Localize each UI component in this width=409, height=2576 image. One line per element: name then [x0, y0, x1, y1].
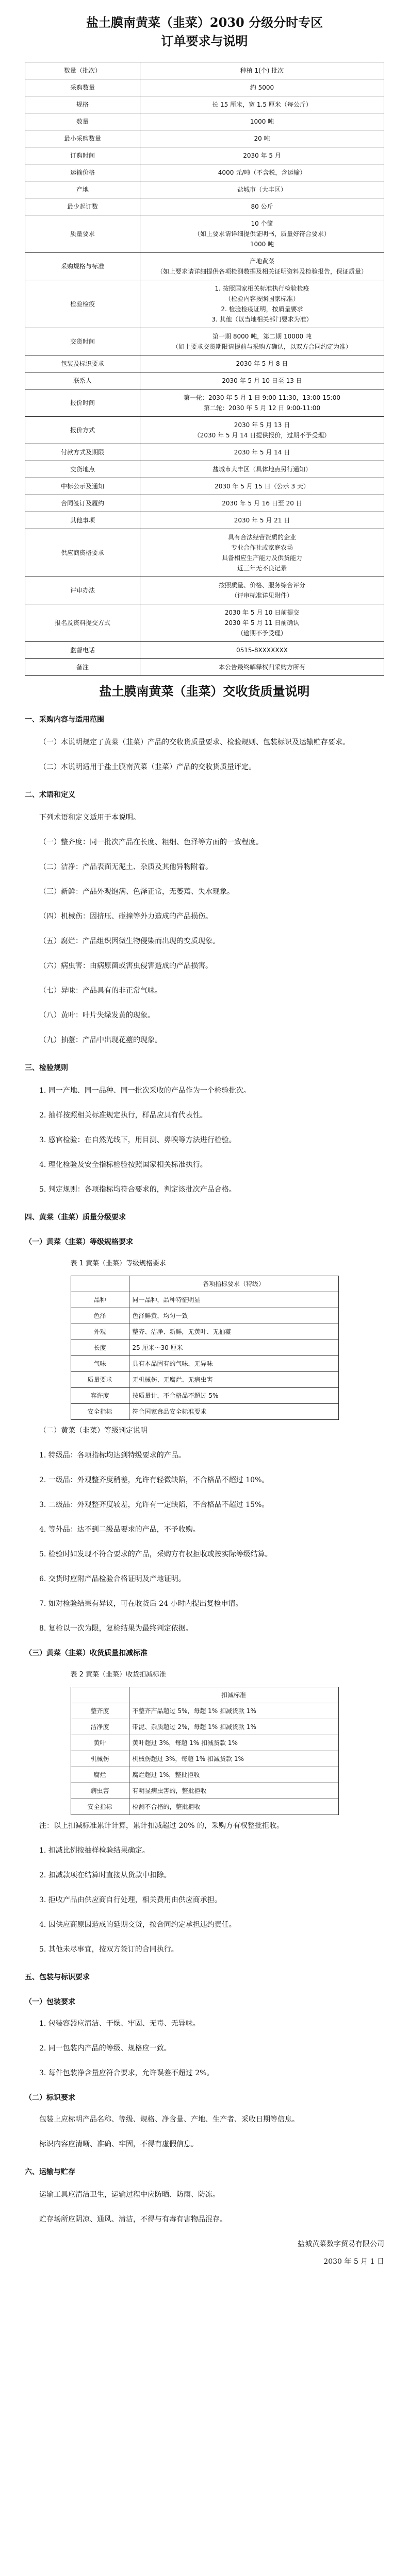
spec-value: 0515-8XXXXXXX [140, 642, 384, 659]
table-2-caption: 表 2 黄菜（韭菜）收货扣减标准 [70, 1671, 167, 1679]
spec-label: 交货地点 [25, 461, 140, 478]
spec-value: 2030 年 5 月 10 日前提交 2030 年 5 月 11 日前确认 （逾期不予受理） [140, 604, 384, 642]
deduction-row [71, 1719, 338, 1735]
spec-label: 数量（批次） [25, 62, 140, 79]
grade-spec-value: 同一品种，品种特征明显 [129, 1292, 338, 1308]
paragraph: （二）黄菜（韭菜）等级判定说明 [39, 1427, 148, 1435]
spec-value: 2030 年 5 月 [140, 147, 384, 164]
spec-value: 种植 1(个) 批次 [140, 62, 384, 79]
table-header-cell: 扣减标准 [129, 1687, 338, 1703]
quality-section-title: 盐土膜南黄菜（韭菜）交收货质量说明 [99, 684, 310, 699]
spec-label: 报价方式 [25, 417, 140, 444]
grade-spec-row [71, 1388, 338, 1404]
paragraph: 4. 因供应商原因造成的延期交货，按合同约定承担违约责任。 [39, 1921, 236, 1929]
subheading-labeling: （二）标识要求 [25, 2094, 75, 2102]
spec-label: 订购时间 [25, 147, 140, 164]
grade-spec-label: 容许度 [71, 1388, 129, 1404]
spec-row [25, 96, 384, 113]
paragraph: 标识内容应清晰、准确、牢固，不得有虚假信息。 [39, 2140, 198, 2148]
table-header-row [71, 1687, 338, 1703]
spec-value: 2030 年 5 月 16 日至 20 日 [140, 495, 384, 512]
spec-value: 2030 年 5 月 15 日（公示 3 天） [140, 478, 384, 495]
spec-value: 1. 按照国家相关标准执行检验检疫 （检验内容按照国家标准） 2. 检验检疫证明，按质量要求 3. 其他（以当地相关部门要求为准） [140, 280, 384, 328]
paragraph: 1. 特级品：各项指标均达到特级要求的产品。 [39, 1451, 186, 1460]
spec-value: 1000 吨 [140, 113, 384, 130]
deduction-value: 带泥、杂质超过 2%，每超 1% 扣减货款 1% [129, 1719, 338, 1735]
spec-value: 2030 年 5 月 13 日 （2030 年 5 月 14 日提供报价，过期不予受理） [140, 417, 384, 444]
spec-row [25, 444, 384, 461]
paragraph: 7. 如对检验结果有异议，可在收货后 24 小时内提出复检申请。 [39, 1600, 243, 1608]
paragraph: 5. 检验时如发现不符合要求的产品，采购方有权拒收或按实际等级结算。 [39, 1550, 272, 1558]
spec-row [25, 181, 384, 198]
deduction-label: 黄叶 [71, 1735, 129, 1751]
grade-spec-label: 安全指标 [71, 1404, 129, 1420]
deduction-row [71, 1703, 338, 1719]
spec-label: 报名及资料提交方式 [25, 604, 140, 642]
subheading-deduction: （三）黄菜（韭菜）收货质量扣减标准 [25, 1649, 148, 1657]
spec-label: 评审办法 [25, 577, 140, 604]
grade-spec-label: 长度 [71, 1340, 129, 1356]
spec-label: 包装及标识要求 [25, 355, 140, 372]
heading-packaging: 五、包装与标识要求 [25, 1973, 90, 1981]
spec-row [25, 198, 384, 215]
heading-grading: 四、黄菜（韭菜）质量分级要求 [25, 1213, 126, 1222]
spec-label: 采购数量 [25, 79, 140, 96]
paragraph: （三）新鲜：产品外观饱满、色泽正常，无萎蔫、失水现象。 [39, 888, 234, 896]
deduction-value: 机械伤超过 3%，每超 1% 扣减货款 1% [129, 1751, 338, 1767]
paragraph: （四）机械伤：因挤压、碰撞等外力造成的产品损伤。 [39, 912, 212, 921]
spec-row [25, 372, 384, 389]
spec-row [25, 577, 384, 604]
spec-label: 采购规格与标准 [25, 253, 140, 280]
spec-value: 2030 年 5 月 14 日 [140, 444, 384, 461]
grade-spec-row [71, 1340, 338, 1356]
spec-label: 运输价格 [25, 164, 140, 181]
paragraph: 包装上应标明产品名称、等级、规格、净含量、产地、生产者、采收日期等信息。 [39, 2115, 299, 2124]
grade-spec-label: 外观 [71, 1324, 129, 1340]
spec-value: 20 吨 [140, 130, 384, 147]
spec-value: 80 公斤 [140, 198, 384, 215]
grade-spec-label: 气味 [71, 1356, 129, 1372]
spec-label: 报价时间 [25, 389, 140, 417]
spec-label: 规格 [25, 96, 140, 113]
deduction-value: 检测不合格的，整批拒收 [129, 1799, 338, 1815]
grade-spec-value: 无机械伤、无腐烂、无病虫害 [129, 1372, 338, 1388]
spec-row [25, 280, 384, 328]
grade-spec-row [71, 1292, 338, 1308]
deduction-value: 黄叶超过 3%，每超 1% 扣减货款 1% [129, 1735, 338, 1751]
grade-table-2 [71, 1666, 339, 1815]
spec-value: 第一轮：2030 年 5 月 1 日 9:00-11:30，13:00-15:00 第二轮：2030 年 5 月 12 日 9:00-11:00 [140, 389, 384, 417]
grade-spec-label: 品种 [71, 1292, 129, 1308]
table-header-blank [71, 1276, 129, 1292]
spec-row [25, 389, 384, 417]
paragraph: 3. 感官检验：在自然光线下，用目测、鼻嗅等方法进行检验。 [39, 1136, 236, 1144]
deduction-label: 机械伤 [71, 1751, 129, 1767]
paragraph: （一）本说明规定了黄菜（韭菜）产品的交收货质量要求、检验规则、包装标识及运输贮存要求。 [39, 738, 350, 747]
paragraph: 贮存场所应阴凉、通风、清洁，不得与有毒有害物品混存。 [39, 2215, 227, 2224]
paragraph: 1. 包装容器应清洁、干燥、牢固、无毒、无异味。 [39, 2020, 200, 2028]
issue-date: 2030 年 5 月 1 日 [323, 2258, 384, 2266]
spec-row [25, 328, 384, 355]
spec-row [25, 417, 384, 444]
spec-row [25, 478, 384, 495]
spec-value: 2030 年 5 月 8 日 [140, 355, 384, 372]
spec-row [25, 495, 384, 512]
paragraph: 3. 每件包装净含量应符合要求，允许误差不超过 2%。 [39, 2069, 214, 2077]
paragraph: 注：以上扣减标准累计计算，累计扣减超过 20% 的，采购方有权整批拒收。 [39, 1822, 284, 1830]
grade-spec-value: 按质量计，不合格品不超过 5% [129, 1388, 338, 1404]
spec-label: 质量要求 [25, 215, 140, 253]
spec-row [25, 355, 384, 372]
grade-spec-label: 色泽 [71, 1308, 129, 1324]
spec-value: 长 15 厘米，宽 1.5 厘米（每公斤） [140, 96, 384, 113]
spec-row [25, 659, 384, 676]
deduction-label: 安全指标 [71, 1799, 129, 1815]
paragraph: 2. 抽样按照相关标准规定执行，样品应具有代表性。 [39, 1111, 207, 1120]
spec-value: 按照质量、价格、服务综合评分 （评审标准详见附件） [140, 577, 384, 604]
heading-transport: 六、运输与贮存 [25, 2168, 75, 2176]
issuer-signature: 盐城黄菜数字贸易有限公司 [298, 2240, 384, 2248]
deduction-row [71, 1751, 338, 1767]
spec-label: 数量 [25, 113, 140, 130]
grade-spec-value: 25 厘米～30 厘米 [129, 1340, 338, 1356]
spec-row [25, 62, 384, 79]
deduction-row [71, 1783, 338, 1799]
document-subtitle: 订单要求与说明 [161, 33, 248, 48]
spec-value: 具有合法经营资质的企业 专业合作社或家庭农场 具备相应生产能力及供货能力 近三年无不良记录 [140, 529, 384, 577]
spec-row [25, 79, 384, 96]
spec-label: 监督电话 [25, 642, 140, 659]
spec-value: 盐城市（大丰区） [140, 181, 384, 198]
grade-spec-row [71, 1356, 338, 1372]
paragraph: 3. 二级品：外观整齐度较差，允许有一定缺陷，不合格品不超过 15%。 [39, 1501, 269, 1509]
grade-spec-row [71, 1404, 338, 1420]
spec-value: 盐城市大丰区（具体地点另行通知） [140, 461, 384, 478]
spec-row [25, 512, 384, 529]
grade-spec-row [71, 1324, 338, 1340]
spec-label: 最小采购数量 [25, 130, 140, 147]
deduction-label: 病虫害 [71, 1783, 129, 1799]
grade-spec-value: 色泽鲜黄，均匀一致 [129, 1308, 338, 1324]
spec-row [25, 253, 384, 280]
table-header-blank [71, 1687, 129, 1703]
paragraph: 1. 扣减比例按抽样检验结果确定。 [39, 1846, 150, 1855]
spec-value: 约 5000 [140, 79, 384, 96]
grade-spec-row [71, 1308, 338, 1324]
document-title: 盐土膜南黄菜（韭菜）2030 分级分时专区 [86, 15, 323, 30]
table-header-row [71, 1276, 338, 1292]
spec-row [25, 215, 384, 253]
paragraph: 2. 同一包装内产品的等级、规格应一致。 [39, 2044, 171, 2053]
spec-label: 供应商资格要求 [25, 529, 140, 577]
grade-spec-label: 质量要求 [71, 1372, 129, 1388]
spec-label: 检验检疫 [25, 280, 140, 328]
heading-scope: 一、采购内容与适用范围 [25, 716, 104, 724]
spec-label: 中标公示及通知 [25, 478, 140, 495]
spec-row [25, 461, 384, 478]
deduction-value: 不整齐产品超过 5%，每超 1% 扣减货款 1% [129, 1703, 338, 1719]
spec-row [25, 147, 384, 164]
paragraph: （五）腐烂：产品组织因微生物侵染而出现的变质现象。 [39, 937, 220, 945]
spec-value: 4000 元/吨（不含税，含运输） [140, 164, 384, 181]
paragraph: （二）本说明适用于盐土膜南黄菜（韭菜）产品的交收货质量评定。 [39, 763, 256, 771]
quality-document-body [25, 711, 384, 2270]
spec-label: 产地 [25, 181, 140, 198]
table-header-cell: 各项指标要求（特级） [129, 1276, 338, 1292]
paragraph: 5. 判定规则：各项指标均符合要求的，判定该批次产品合格。 [39, 1185, 236, 1194]
spec-label: 联系人 [25, 372, 140, 389]
paragraph: 1. 同一产地、同一品种、同一批次采收的产品作为一个检验批次。 [39, 1087, 251, 1095]
paragraph: 3. 拒收产品由供应商自行处理，相关费用由供应商承担。 [39, 1896, 222, 1904]
table-1-caption: 表 1 黄菜（韭菜）等级规格要求 [70, 1260, 167, 1267]
paragraph: （二）洁净：产品表面无泥土、杂质及其他异物附着。 [39, 863, 212, 871]
deduction-label: 洁净度 [71, 1719, 129, 1735]
paragraph: 4. 等外品：达不到二级品要求的产品，不予收购。 [39, 1526, 200, 1534]
spec-value: 10 个筐 （如上要求请详细提供证明书，质量好符合要求） 1000 吨 [140, 215, 384, 253]
paragraph: （六）病虫害：由病原菌或害虫侵害造成的产品损害。 [39, 962, 212, 970]
heading-terms: 二、术语和定义 [25, 791, 75, 799]
deduction-row [71, 1767, 338, 1783]
subheading-packaging: （一）包装要求 [25, 1998, 75, 2006]
spec-label: 合同签订及履约 [25, 495, 140, 512]
paragraph: 运输工具应清洁卫生，运输过程中应防晒、防雨、防冻。 [39, 2191, 220, 2199]
spec-value: 2030 年 5 月 10 日至 13 日 [140, 372, 384, 389]
spec-value: 2030 年 5 月 21 日 [140, 512, 384, 529]
deduction-label: 腐烂 [71, 1767, 129, 1783]
spec-label: 最少起订数 [25, 198, 140, 215]
deduction-label: 整齐度 [71, 1703, 129, 1719]
spec-value: 产地黄菜 （如上要求请详细提供各项检测数据及相关证明资料及检验报告，保证质量） [140, 253, 384, 280]
paragraph: 2. 一级品：外观整齐度稍差，允许有轻微缺陷，不合格品不超过 10%。 [39, 1476, 269, 1484]
paragraph: 6. 交货时应附产品检验合格证明及产地证明。 [39, 1575, 186, 1583]
subheading-grade-spec: （一）黄菜（韭菜）等级规格要求 [25, 1238, 133, 1246]
paragraph: （七）异味：产品具有的非正常气味。 [39, 987, 162, 995]
spec-label: 交货时间 [25, 328, 140, 355]
spec-value: 本公告最终解释权归采购方所有 [140, 659, 384, 676]
spec-row [25, 113, 384, 130]
spec-label: 其他事项 [25, 512, 140, 529]
grade-spec-row [71, 1372, 338, 1388]
spec-label: 付款方式及期限 [25, 444, 140, 461]
spec-label: 备注 [25, 659, 140, 676]
deduction-value: 有明显病虫害的，整批拒收 [129, 1783, 338, 1799]
spec-row [25, 642, 384, 659]
paragraph: 4. 理化检验及安全指标检验按照国家相关标准执行。 [39, 1161, 207, 1169]
paragraph: 2. 扣减款项在结算时直接从货款中扣除。 [39, 1871, 171, 1879]
grade-spec-value: 具有本品固有的气味，无异味 [129, 1356, 338, 1372]
paragraph: 5. 其他未尽事宜，按双方签订的合同执行。 [39, 1945, 178, 1954]
grade-table-1 [71, 1255, 339, 1420]
paragraph: （八）黄叶：叶片失绿发黄的现象。 [39, 1011, 155, 1020]
paragraph: 8. 复检以一次为限，复检结果为最终判定依据。 [39, 1624, 193, 1633]
grade-spec-value: 符合国家食品安全标准要求 [129, 1404, 338, 1420]
deduction-value: 腐烂超过 1%，整批拒收 [129, 1767, 338, 1783]
deduction-row [71, 1799, 338, 1815]
paragraph: （一）整齐度：同一批次产品在长度、粗细、色泽等方面的一致程度。 [39, 838, 263, 846]
grade-spec-value: 整齐、洁净、新鲜，无黄叶、无抽薹 [129, 1324, 338, 1340]
spec-value: 第一期 8000 吨，第二期 10000 吨 （如上要求交货期限请提前与采购方确认，以双方合同约定为准） [140, 328, 384, 355]
paragraph: （九）抽薹：产品中出现花薹的现象。 [39, 1036, 162, 1044]
spec-row [25, 604, 384, 642]
document-page [25, 9, 384, 2270]
spec-row [25, 164, 384, 181]
heading-inspection: 三、检验规则 [25, 1064, 68, 1072]
spec-row [25, 130, 384, 147]
order-spec-table [25, 62, 384, 676]
spec-row [25, 529, 384, 577]
deduction-row [71, 1735, 338, 1751]
paragraph: 下列术语和定义适用于本说明。 [39, 814, 140, 822]
